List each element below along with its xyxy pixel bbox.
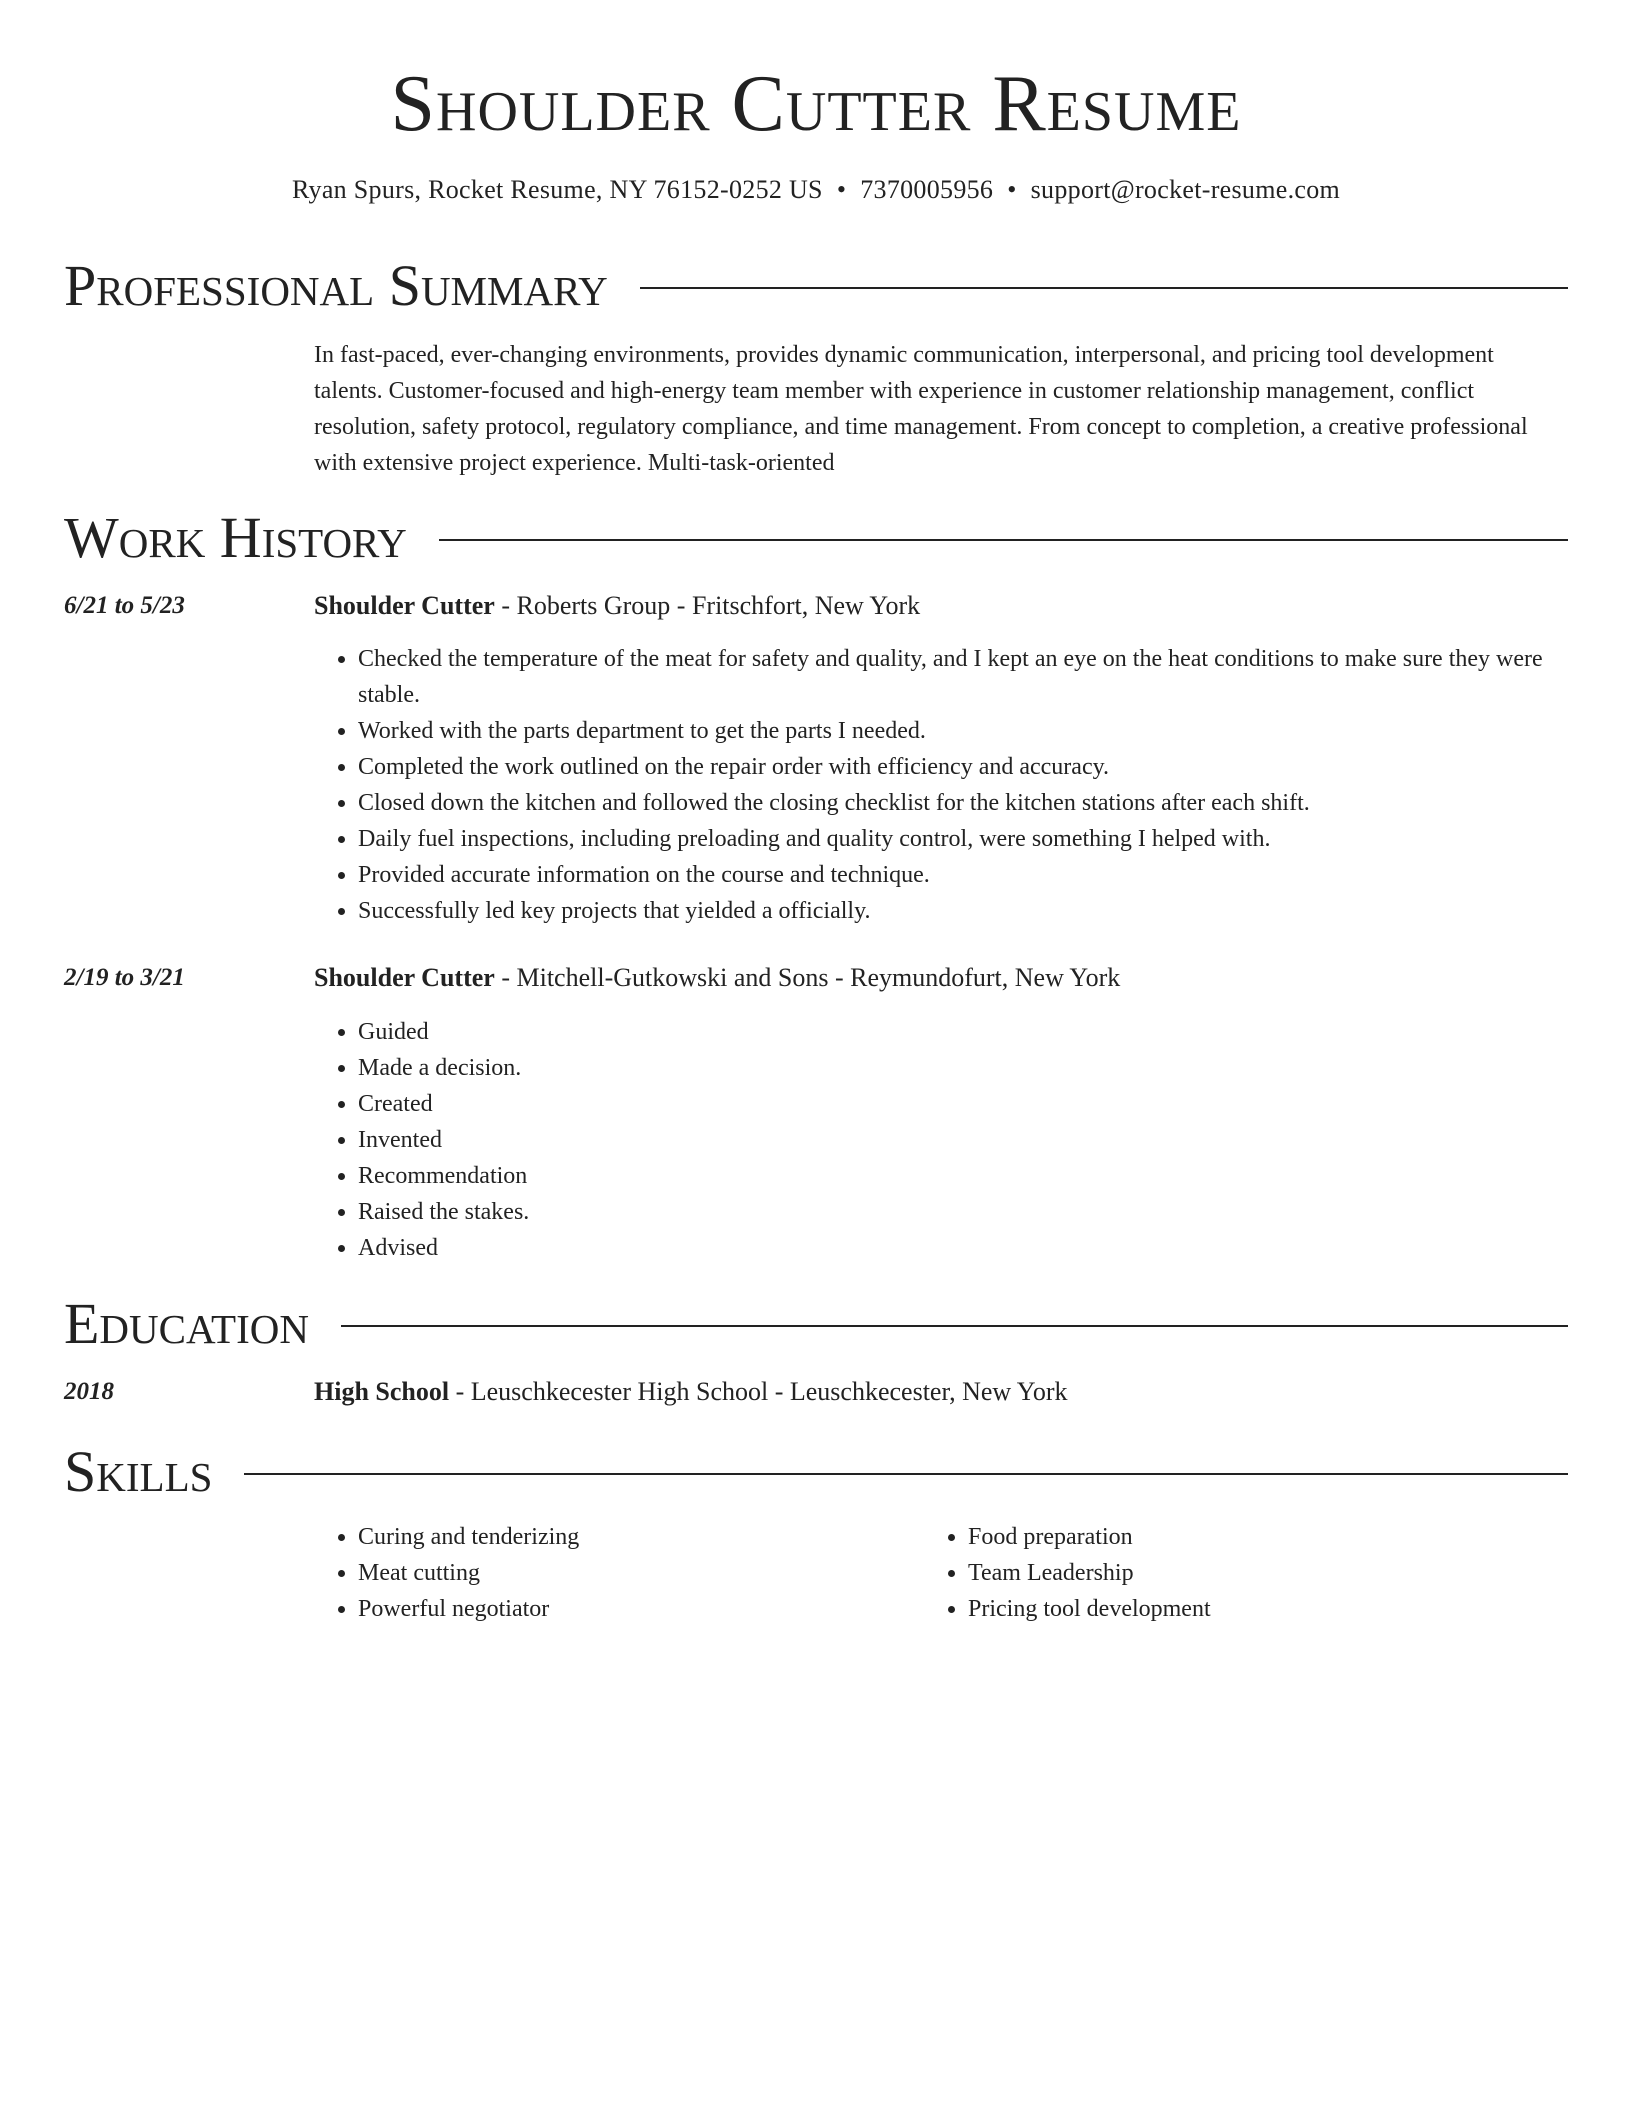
education-entry [314, 1374, 1568, 1410]
work-history-heading: Work History [64, 505, 407, 570]
education-degree: High School [314, 1377, 450, 1406]
list-item: • Closed down the kitchen and followed the closing checklist for the kitchen stations after each shift. [358, 785, 1568, 821]
education-section-header [64, 1291, 1568, 1356]
section-divider [341, 1325, 1568, 1327]
job-1-dates: 6/21 to 5/23 [64, 592, 185, 619]
list-item: • Successfully led key projects that yielded a officially. [358, 893, 1568, 929]
section-divider [244, 1473, 1568, 1475]
list-item: • Completed the work outlined on the repair order with efficiency and accuracy. [358, 749, 1568, 785]
job-2-details: - Mitchell-Gutkowski and Sons - Reymundofurt, New York [494, 963, 1121, 992]
skills-section-header [64, 1439, 1568, 1504]
skill-item: • Curing and tenderizing [358, 1519, 914, 1555]
list-item: • Created [358, 1086, 1568, 1122]
skills-list-left [314, 1519, 914, 1627]
summary-heading: Professional Summary [64, 253, 608, 318]
summary-text: In fast-paced, ever-changing environments, provides dynamic communication, interpersonal, and pricing tool development talents. Customer-focused and high-energy team member with experience in customer relationship management, conflict resolution, safety protocol, regulatory compliance, and time management. From concept to completion, a creative professional with extensive project experience. Multi-task-oriented [314, 342, 1528, 476]
skill-item: • Powerful negotiator [358, 1591, 914, 1627]
skills-heading: Skills [64, 1439, 213, 1504]
list-item: • Made a decision. [358, 1050, 1568, 1086]
skill-item: • Team Leadership [968, 1555, 1524, 1591]
list-item: • Raised the stakes. [358, 1194, 1568, 1230]
education-year: 2018 [64, 1378, 114, 1405]
education-heading: Education [64, 1291, 309, 1356]
section-divider [640, 287, 1568, 289]
job-1-details: - Roberts Group - Fritschfort, New York [494, 591, 921, 620]
list-item: • Invented [358, 1122, 1568, 1158]
job-2-heading [314, 960, 1568, 996]
list-item: • Daily fuel inspections, including preloading and quality control, were something I helped with. [358, 821, 1568, 857]
contact-address: Ryan Spurs, Rocket Resume, NY 76152-0252 US [291, 175, 823, 204]
list-item: • Advised [358, 1230, 1568, 1266]
resume-title: Shoulder Cutter Resume [390, 60, 1242, 148]
job-2-bullets [314, 1014, 1568, 1266]
contact-line [0, 172, 1632, 208]
skill-item: • Meat cutting [358, 1555, 914, 1591]
job-1-bullets [314, 641, 1568, 929]
skills-list-right [924, 1519, 1524, 1627]
contact-phone: 7370005956 [860, 175, 994, 204]
skill-item: • Pricing tool development [968, 1591, 1524, 1627]
list-item: • Guided [358, 1014, 1568, 1050]
section-divider [439, 539, 1568, 541]
job-2-dates: 2/19 to 3/21 [64, 964, 185, 991]
work-history-section-header [64, 505, 1568, 570]
education-details: - Leuschkecester High School - Leuschkecester, New York [449, 1377, 1068, 1406]
summary-section-header [64, 253, 1568, 318]
job-1-title: Shoulder Cutter [314, 591, 495, 620]
list-item: • Worked with the parts department to get the parts I needed. [358, 713, 1568, 749]
list-item: • Checked the temperature of the meat for safety and quality, and I kept an eye on the heat conditions to make sure they were stable. [358, 641, 1568, 713]
list-item: • Provided accurate information on the course and technique. [358, 857, 1568, 893]
job-1-heading [314, 588, 1568, 624]
contact-email: support@rocket-resume.com [1030, 175, 1341, 204]
job-2-title: Shoulder Cutter [314, 963, 495, 992]
contact-separator: • [1007, 175, 1017, 204]
contact-separator: • [836, 175, 847, 204]
skill-item: • Food preparation [968, 1519, 1524, 1555]
list-item: • Recommendation [358, 1158, 1568, 1194]
